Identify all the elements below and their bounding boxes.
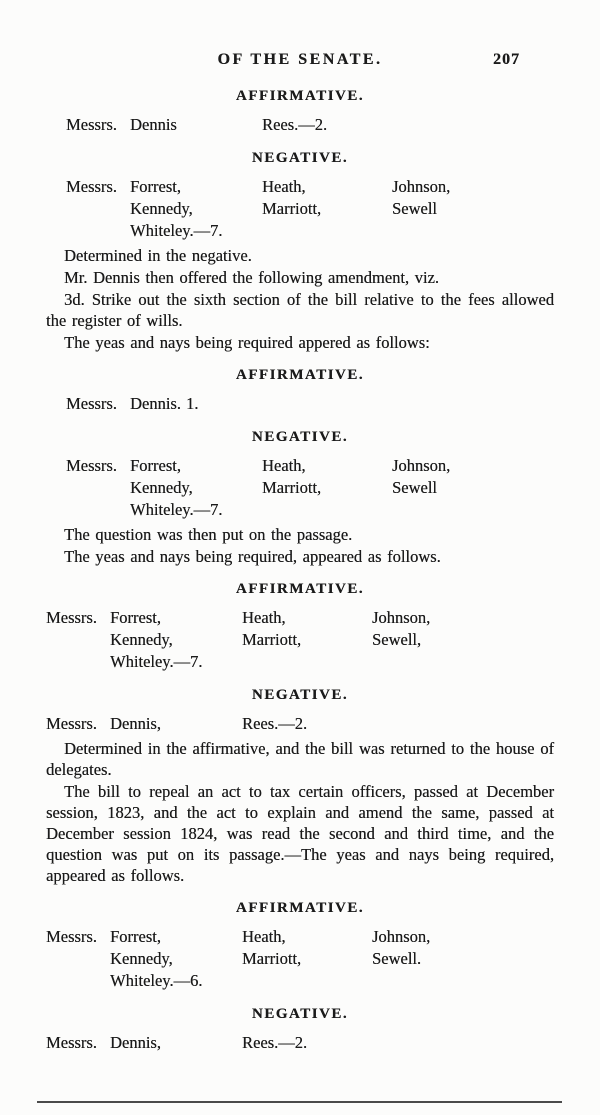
vote-prefix-spacer xyxy=(46,651,110,673)
vote-name: Johnson, xyxy=(372,927,431,946)
paragraph-determined-negative: Determined in the negative. xyxy=(64,246,252,265)
vote-row xyxy=(46,926,554,948)
vote-row xyxy=(46,948,554,970)
vote-list-affirmative-4 xyxy=(46,926,554,992)
paragraph-strike-out: 3d. Strike out the sixth section of the bill relative to the fees allowed the register of wills. xyxy=(46,290,554,330)
vote-list-negative-4 xyxy=(46,1032,554,1054)
vote-name: Dennis, xyxy=(110,714,161,733)
section-heading-affirmative-2: AFFIRMATIVE. xyxy=(235,367,365,383)
vote-name: Sewell. xyxy=(372,949,422,968)
vote-name: Sewell xyxy=(392,478,437,497)
vote-prefix: Messrs. xyxy=(46,608,97,627)
vote-row xyxy=(66,220,554,242)
vote-name: Dennis xyxy=(130,115,177,134)
vote-name: Rees.—2. xyxy=(242,1033,308,1052)
vote-name: Whiteley.—7. xyxy=(130,500,223,519)
vote-prefix: Messrs. xyxy=(46,1033,97,1052)
vote-name: Whiteley.—6. xyxy=(110,971,203,990)
vote-name: Heath, xyxy=(262,456,306,475)
vote-list-affirmative-2 xyxy=(66,393,554,415)
vote-name: Johnson, xyxy=(392,456,451,475)
vote-row xyxy=(46,713,554,735)
vote-prefix-spacer xyxy=(66,499,130,521)
vote-prefix-spacer xyxy=(46,948,110,970)
section-heading-negative-2: NEGATIVE. xyxy=(251,429,349,445)
vote-row xyxy=(66,455,554,477)
vote-row xyxy=(46,651,554,673)
vote-prefix: Messrs. xyxy=(66,115,117,134)
vote-name: Marriott, xyxy=(242,630,302,649)
vote-prefix: Messrs. xyxy=(66,456,117,475)
vote-list-affirmative-1 xyxy=(66,114,554,136)
paragraph-question-passage: The question was then put on the passage. xyxy=(64,525,353,544)
vote-name: Heath, xyxy=(242,608,286,627)
vote-row xyxy=(66,499,554,521)
vote-list-negative-1 xyxy=(66,176,554,242)
vote-name: Johnson, xyxy=(392,177,451,196)
vote-name: Whiteley.—7. xyxy=(130,221,223,240)
vote-name: Whiteley.—7. xyxy=(110,652,203,671)
vote-row xyxy=(66,198,554,220)
vote-name: Forrest, xyxy=(130,177,181,196)
vote-name: Marriott, xyxy=(262,199,322,218)
vote-name: Johnson, xyxy=(372,608,431,627)
vote-row xyxy=(46,970,554,992)
paragraph-yeas-nays-2: The yeas and nays being required, appeared as follows. xyxy=(64,547,441,566)
running-header-title: OF THE SENATE. xyxy=(217,51,383,68)
vote-prefix-spacer xyxy=(46,629,110,651)
vote-row xyxy=(66,477,554,499)
vote-name: Sewell, xyxy=(372,630,422,649)
section-heading-negative-3: NEGATIVE. xyxy=(251,687,349,703)
page-number: 207 xyxy=(493,51,520,68)
vote-row xyxy=(66,393,554,415)
vote-name: Kennedy, xyxy=(130,199,193,218)
vote-prefix-spacer xyxy=(66,477,130,499)
paragraph-bill-repeal: The bill to repeal an act to tax certain officers, passed at December session, 1823, and the act to explain and amend the same, passed at December session 1824, was read the second and third time, and the question was put on its passage.—The yeas and nays being required, appeared as follows. xyxy=(46,782,554,885)
scan-edge-artifact xyxy=(37,1101,562,1103)
vote-name: Forrest, xyxy=(130,456,181,475)
vote-name: Sewell xyxy=(392,199,437,218)
vote-name: Rees.—2. xyxy=(242,714,308,733)
vote-prefix: Messrs. xyxy=(46,714,97,733)
vote-name: Forrest, xyxy=(110,608,161,627)
vote-name: Heath, xyxy=(242,927,286,946)
vote-name: Dennis, xyxy=(110,1033,161,1052)
vote-list-negative-2 xyxy=(66,455,554,521)
section-heading-affirmative-4: AFFIRMATIVE. xyxy=(235,900,365,916)
vote-list-affirmative-3 xyxy=(46,607,554,673)
vote-row xyxy=(66,176,554,198)
paragraph-determined-affirmative: Determined in the affirmative, and the bill was returned to the house of delegates. xyxy=(46,739,554,779)
vote-list-negative-3 xyxy=(46,713,554,735)
paragraph-yeas-nays-1: The yeas and nays being required appered as follows: xyxy=(64,333,430,352)
vote-name: Marriott, xyxy=(242,949,302,968)
vote-name: Marriott, xyxy=(262,478,322,497)
vote-prefix: Messrs. xyxy=(66,394,117,413)
section-heading-affirmative-3: AFFIRMATIVE. xyxy=(235,581,365,597)
running-header xyxy=(46,50,554,70)
vote-name: Kennedy, xyxy=(110,630,173,649)
vote-name: Forrest, xyxy=(110,927,161,946)
vote-name: Dennis. 1. xyxy=(130,394,199,413)
vote-prefix-spacer xyxy=(66,220,130,242)
vote-name: Kennedy, xyxy=(130,478,193,497)
vote-name: Rees.—2. xyxy=(262,115,328,134)
vote-row xyxy=(66,114,554,136)
vote-name: Heath, xyxy=(262,177,306,196)
vote-row xyxy=(46,607,554,629)
vote-prefix-spacer xyxy=(66,198,130,220)
vote-row xyxy=(46,1032,554,1054)
section-heading-negative-4: NEGATIVE. xyxy=(251,1006,349,1022)
paragraph-amendment-offered: Mr. Dennis then offered the following amendment, viz. xyxy=(64,268,439,287)
vote-prefix-spacer xyxy=(46,970,110,992)
vote-row xyxy=(46,629,554,651)
section-heading-affirmative-1: AFFIRMATIVE. xyxy=(235,88,365,104)
vote-prefix: Messrs. xyxy=(66,177,117,196)
vote-prefix: Messrs. xyxy=(46,927,97,946)
section-heading-negative-1: NEGATIVE. xyxy=(251,150,349,166)
vote-name: Kennedy, xyxy=(110,949,173,968)
